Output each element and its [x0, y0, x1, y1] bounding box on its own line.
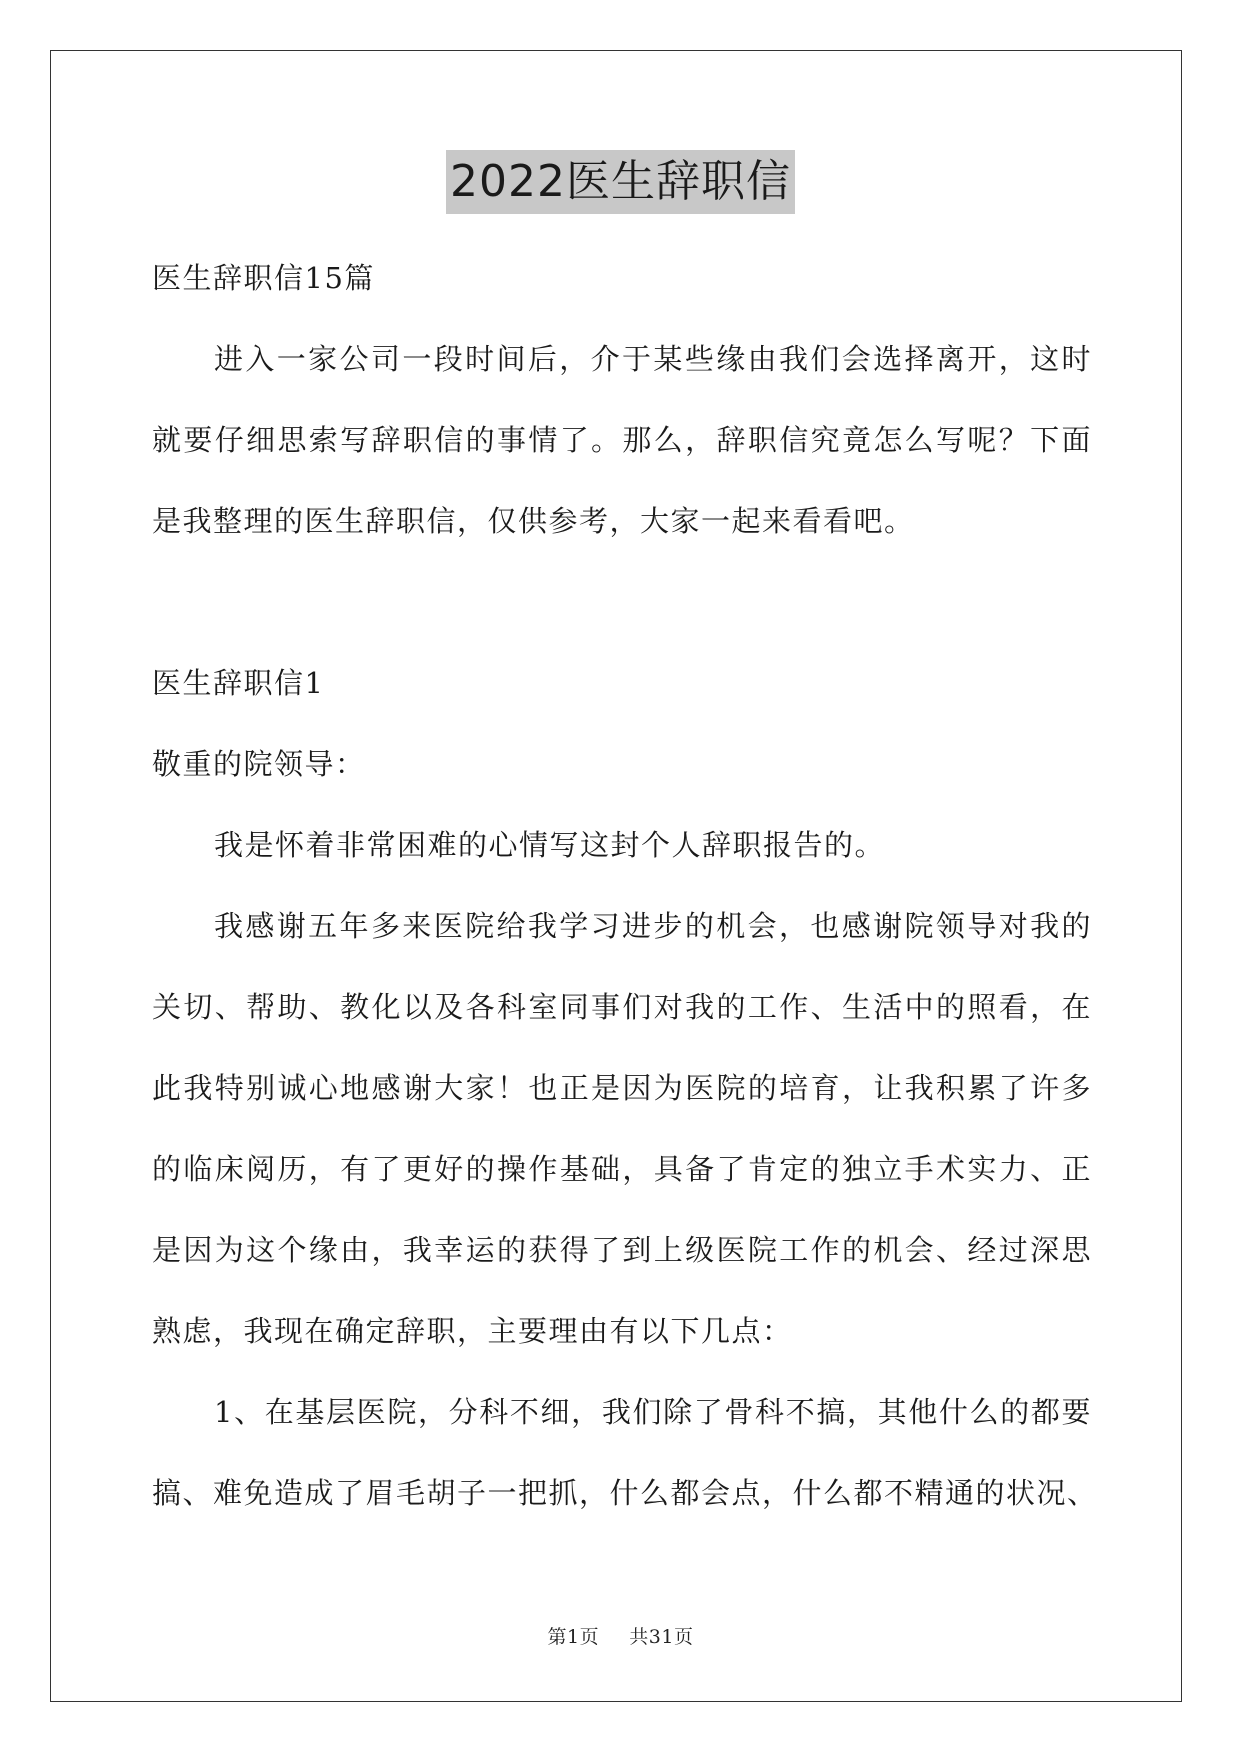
paragraph-line: 我感谢五年多来医院给我学习进步的机会，也感谢院领导对我的	[214, 909, 1092, 943]
document-body	[152, 238, 1098, 1534]
paragraph-line: 熟虑，我现在确定辞职，主要理由有以下几点：	[152, 1314, 793, 1348]
paragraph-line: 是我整理的医生辞职信，仅供参考，大家一起来看看吧。	[152, 504, 915, 538]
title-wrap	[0, 150, 1241, 214]
document-title: 2022医生辞职信	[446, 150, 795, 214]
section-heading: 医生辞职信15篇	[152, 261, 375, 295]
paragraph-line: 搞、难免造成了眉毛胡子一把抓，什么都会点，什么都不精通的状况、	[152, 1476, 1098, 1510]
paragraph-line: 进入一家公司一段时间后，介于某些缘由我们会选择离开，这时	[214, 342, 1092, 376]
paragraph-line: 1、在基层医院，分科不细，我们除了骨科不搞，其他什么的都要	[214, 1395, 1092, 1429]
paragraph-line: 我是怀着非常困难的心情写这封个人辞职报告的。	[214, 828, 886, 862]
page-number: 第1页	[547, 1626, 600, 1648]
paragraph-line: 关切、帮助、教化以及各科室同事们对我的工作、生活中的照看，在	[152, 990, 1092, 1024]
paragraph-line: 此我特别诚心地感谢大家！也正是因为医院的培育，让我积累了许多	[152, 1071, 1092, 1105]
paragraph-line: 是因为这个缘由，我幸运的获得了到上级医院工作的机会、经过深思	[152, 1233, 1092, 1267]
paragraph-line: 的临床阅历，有了更好的操作基础，具备了肯定的独立手术实力、正	[152, 1152, 1092, 1186]
blank-line	[152, 562, 1092, 643]
page-total: 共31页	[629, 1626, 694, 1648]
paragraph-line: 就要仔细思索写辞职信的事情了。那么，辞职信究竟怎么写呢？下面	[152, 423, 1092, 457]
salutation: 敬重的院领导：	[152, 747, 366, 781]
section-heading: 医生辞职信1	[152, 666, 325, 700]
page-footer	[0, 1622, 1241, 1649]
